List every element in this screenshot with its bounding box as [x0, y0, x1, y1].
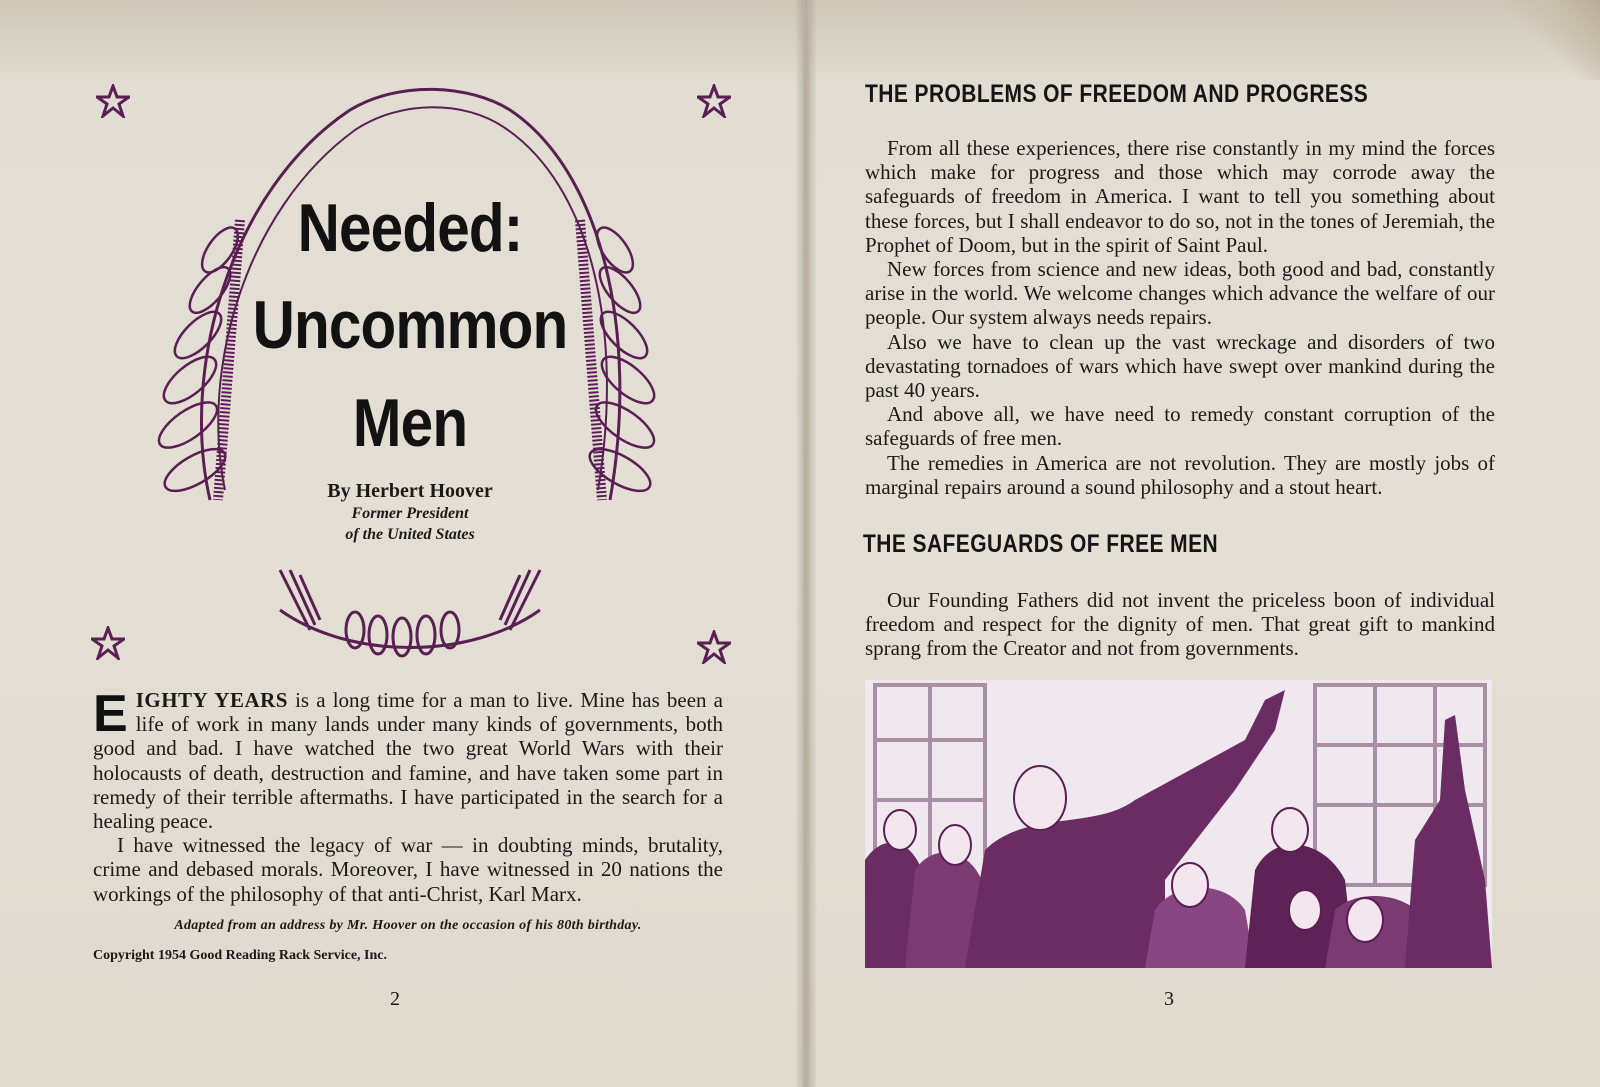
right-section-1 — [865, 136, 1495, 499]
paragraph-1: is a long time for a man to live. Mine has been a life of work in many lands under many kinds of governments, both good and bad. I have watched the two great World Wars with their holocausts of death, destruction and famine, and have taken some part in remedy of their terrible aftermaths. I have participated in the search for a healing peace. — [93, 688, 724, 834]
paragraph-2: I have witnessed the legacy of war — in doubting minds, brutality, crime and debased morals. Moreover, I have witnessed in 20 nations the workings of the philosophy of that anti-Christ, Karl Marx. — [93, 833, 723, 906]
left-body-text — [93, 685, 724, 906]
corner-fold — [1510, 0, 1600, 80]
drop-cap: E — [93, 685, 128, 743]
page-number-right: 3 — [1164, 988, 1174, 1010]
section1-paragraph: And above all, we have need to remedy constant corruption of the safeguards of free men. — [865, 402, 1495, 451]
author-name: By Herbert Hoover — [327, 480, 493, 502]
author-role-line-1: Former President — [351, 505, 469, 522]
copyright-notice: Copyright 1954 Good Reading Rack Service, Inc. — [93, 948, 387, 963]
adapted-note: Adapted from an address by Mr. Hoover on the occasion of his 80th birthday. — [174, 918, 642, 933]
right-section-2 — [865, 588, 1495, 661]
book-gutter — [795, 0, 817, 1087]
section2-paragraph: Our Founding Fathers did not invent the priceless boon of individual freedom and respect for the dignity of men. That great gift to mankind sprang from the Creator and not from governments. — [865, 588, 1495, 661]
star-icon — [697, 630, 731, 664]
wreath-ornament — [150, 70, 670, 670]
founding-fathers-illustration — [865, 680, 1492, 968]
byline — [220, 480, 600, 545]
star-icon — [96, 84, 130, 118]
title-line-2: Uncommon — [252, 287, 568, 363]
star-icon — [697, 84, 731, 118]
section1-paragraph: The remedies in America are not revolution. They are mostly jobs of marginal repairs around a sound philosophy and a stout heart. — [865, 450, 1495, 499]
section1-paragraph: Also we have to clean up the vast wreckage and disorders of two devastating tornadoes of wars which have swept over mankind during the past 40 years. — [865, 329, 1495, 403]
heading-problems: THE PROBLEMS OF FREEDOM AND PROGRESS — [865, 80, 1369, 108]
lead-smallcaps: IGHTY YEARS — [135, 688, 288, 712]
star-icon — [91, 626, 125, 660]
page-number-left: 2 — [390, 988, 400, 1010]
heading-safeguards: THE SAFEGUARDS OF FREE MEN — [863, 530, 1219, 558]
section1-paragraph: New forces from science and new ideas, both good and bad, constantly arise in the world. We welcome changes which advance the welfare of our people. Our system always needs repairs. — [865, 257, 1495, 330]
author-role-line-2: of the United States — [345, 526, 475, 543]
title-line-1: Needed: — [297, 190, 523, 266]
title-line-3: Men — [352, 385, 468, 461]
section1-paragraph: From all these experiences, there rise constantly in my mind the forces which make for progress and those which may corrode away the safeguards of freedom in America. I want to tell you something about these forces, but I shall endeavor to do so, not in the tones of Jeremiah, the Prophet of Doom, but in the spirit of Saint Paul. — [865, 136, 1495, 257]
